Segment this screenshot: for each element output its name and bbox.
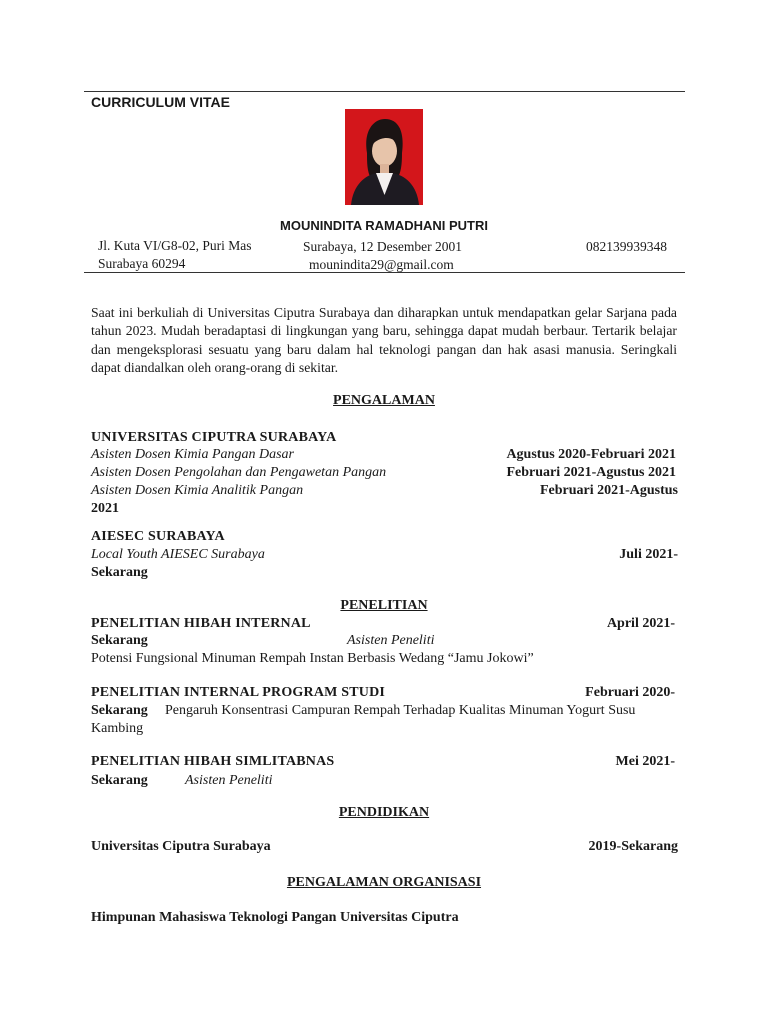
org-aiesec: AIESEC SURABAYA [91, 529, 225, 544]
research-program-studi: PENELITIAN INTERNAL PROGRAM STUDI [91, 685, 386, 700]
birth-info: Surabaya, 12 Desember 2001 [303, 239, 462, 254]
school-years: 2019-Sekarang [588, 839, 678, 854]
address-line-2: Surabaya 60294 [98, 256, 186, 271]
role-research-1: Asisten Peneliti [347, 633, 435, 648]
section-heading-pengalaman: PENGALAMAN [333, 393, 435, 408]
email: mounindita29@gmail.com [309, 257, 454, 272]
role-pengolahan-pengawetan: Asisten Dosen Pengolahan dan Pengawetan Pangan [91, 465, 387, 480]
date-research-1a: April 2021- [606, 616, 675, 631]
date-role-2: Februari 2021-Agustus 2021 [506, 465, 676, 480]
address-line-1: Jl. Kuta VI/G8-02, Puri Mas [98, 238, 252, 253]
date-role-3b: 2021 [91, 501, 119, 516]
desc-research-2a: Pengaruh Konsentrasi Campuran Rempah Terhadap Kualitas Minuman Yogurt Susu [165, 703, 636, 718]
org-universitas-ciputra: UNIVERSITAS CIPUTRA SURABAYA [91, 430, 337, 445]
date-role-1: Agustus 2020-Februari 2021 [506, 447, 676, 462]
role-kimia-analitik: Asisten Dosen Kimia Analitik Pangan [91, 483, 304, 498]
date-research-1b: Sekarang [91, 633, 148, 648]
date-research-3b: Sekarang [91, 773, 148, 788]
summary-paragraph: Saat ini berkuliah di Universitas Ciputra Surabaya dan diharapkan untuk mendapatkan gelar Sarjana pada tahun 2023. Mudah beradaptasi di lingkungan yang baru, sehingga dapat mudah berbaur. Tertarik belajar dan mengeksplorasi sesuatu yang baru dalam hal teknologi pangan dan hak asasi manusia. Seringkali dapat diandalkan oleh orang-orang di sekitar. [91, 305, 677, 375]
role-aiesec: Local Youth AIESEC Surabaya [91, 547, 265, 562]
date-aiesec-a: Juli 2021- [619, 547, 678, 562]
date-research-3a: Mei 2021- [615, 754, 675, 769]
date-research-2b: Sekarang [91, 703, 148, 718]
section-heading-penelitian: PENELITIAN [340, 598, 428, 613]
section-heading-organisasi: PENGALAMAN ORGANISASI [286, 875, 482, 890]
organization-name: Himpunan Mahasiswa Teknologi Pangan Universitas Ciputra [91, 910, 459, 925]
date-role-3a: Februari 2021-Agustus [539, 483, 678, 498]
candidate-name: MOUNINDITA RAMADHANI PUTRI [280, 218, 488, 233]
header-divider [84, 272, 685, 273]
role-research-3: Asisten Peneliti [185, 773, 273, 788]
desc-research-2b: Kambing [91, 721, 144, 736]
profile-photo [345, 109, 423, 205]
section-heading-pendidikan: PENDIDIKAN [338, 805, 430, 820]
phone: 082139939348 [586, 239, 667, 254]
research-simlitabnas: PENELITIAN HIBAH SIMLITABNAS [91, 754, 335, 769]
date-aiesec-b: Sekarang [91, 565, 148, 580]
research-hibah-internal: PENELITIAN HIBAH INTERNAL [91, 616, 311, 631]
document-title: CURRICULUM VITAE [91, 94, 230, 110]
school-name: Universitas Ciputra Surabaya [91, 839, 271, 854]
role-kimia-pangan-dasar: Asisten Dosen Kimia Pangan Dasar [91, 447, 294, 462]
date-research-2a: Februari 2020- [585, 685, 675, 700]
desc-research-1: Potensi Fungsional Minuman Rempah Instan Berbasis Wedang “Jamu Jokowi” [91, 651, 534, 666]
top-divider [84, 91, 685, 92]
